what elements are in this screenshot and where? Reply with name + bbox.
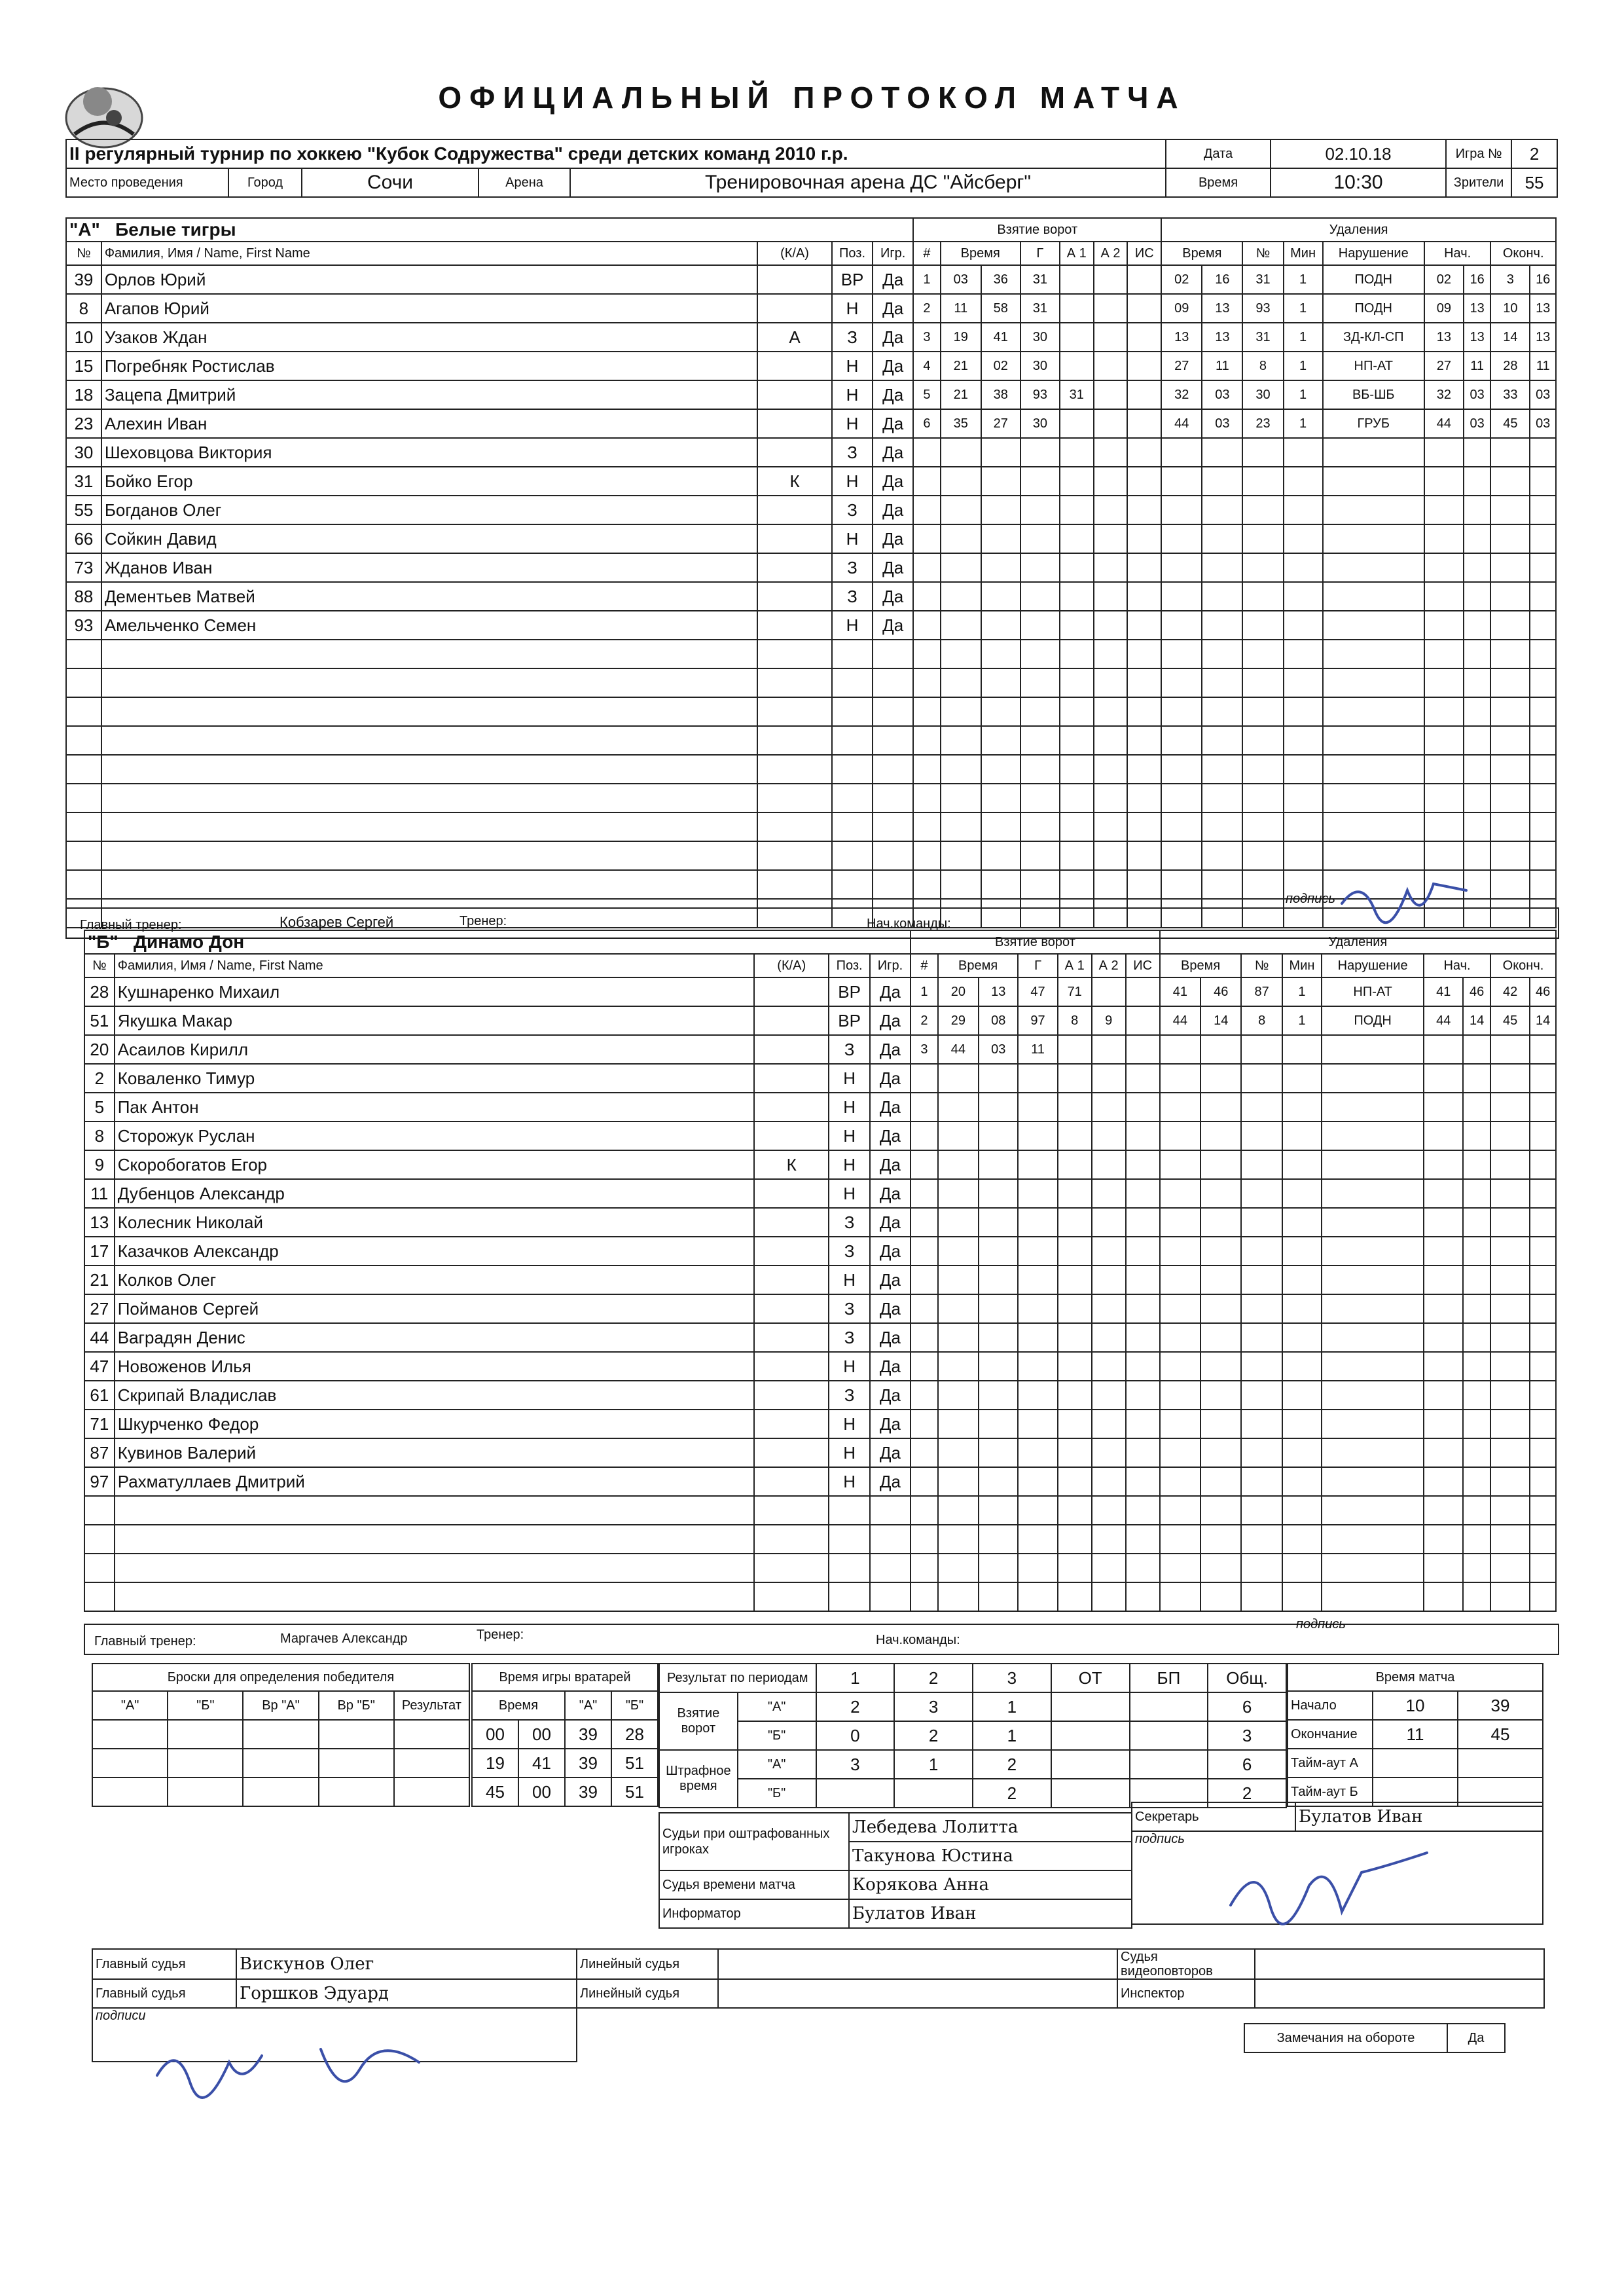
secretary-signature-icon (1218, 1846, 1440, 1938)
team-a-signature-icon (1335, 864, 1479, 936)
team_a-row (66, 726, 1556, 755)
team_b-row: 11 Дубенцов Александр Н Да (84, 1179, 1556, 1208)
team-b-head-coach: Маргачев Александр (280, 1631, 408, 1646)
team_a-row: 18 Зацепа Дмитрий Н Да 5 21 38 93 31 32 03 30 1 ВБ-ШБ 32 03 33 03 (66, 380, 1556, 409)
match-time: 10:30 (1271, 168, 1446, 197)
secretary-table: Секретарь Булатов Иван подпись (1131, 1802, 1543, 1925)
match-header: II регулярный турнир по хоккею "Кубок Содружества" среди детских команд 2010 г.р. Дата 02.10.18 Игра № 2 Место проведения Город Сочи Арена Тренировочная арена ДС "Айсберг" Время 10:30 Зрители 55 (65, 139, 1558, 198)
team-a-table: "А" Белые тигры Взятие ворот Удаления № Фамилия, Имя / Name, First Name (К/А) Поз. Игр. # Время Г А 1 А 2 ИС Время № Мин Нарушение Нач. Оконч. 39 Орлов Юрий ВР Да 1 03 36 31 02 16 31 1 ПОДН 02 16 3 16 8 Агапов Юрий Н Да 2 11 58 31 09 13 93 1 ПОДН 09 13 10 13 10 Узаков Ждан А З Да 3 19 41 30 13 13 31 1 ЗД-КЛ-СП 13 13 14 13 15 Погребняк Ростислав Н Да 4 21 02 30 27 11 8 1 НП-АТ 27 11 28 11 18 Зацепа Дмитрий Н Да 5 21 38 93 31 32 03 30 1 ВБ-ШБ 32 03 33 03 23 Алехин Иван Н Да 6 35 27 30 44 03 23 1 ГРУБ 44 03 45 03 30 Шеховцова Виктория З Да 31 Бойко Егор К Н Да 55 Богданов Олег З Да 66 Сойкин Давид Н Да 73 Жданов Иван З Да 88 Дементьев Матвей З Да 93 Амельченко Семен Н Да (65, 217, 1557, 928)
team_a-row: 15 Погребняк Ростислав Н Да 4 21 02 30 27 11 8 1 НП-АТ 27 11 28 11 (66, 352, 1556, 380)
team_b-row: 28 Кушнаренко Михаил ВР Да 1 20 13 47 71 41 46 87 1 НП-АТ 41 46 42 46 (84, 977, 1556, 1006)
team_a-row: 93 Амельченко Семен Н Да (66, 611, 1556, 640)
team_b-row: 21 Колков Олег Н Да (84, 1266, 1556, 1294)
referee-2: Горшков Эдуард (236, 1979, 577, 2008)
team_b-row (84, 1496, 1556, 1525)
team_a-row: 31 Бойко Егор К Н Да (66, 467, 1556, 496)
penalty-judge-2: Такунова Юстина (849, 1842, 1132, 1870)
notes-value: Да (1447, 2024, 1505, 2052)
team_a-row (66, 784, 1556, 812)
team_b-row: 51 Якушка Макар ВР Да 2 29 08 97 8 9 44 14 8 1 ПОДН 44 14 45 14 (84, 1006, 1556, 1035)
informer: Булатов Иван (849, 1899, 1132, 1928)
game-number: 2 (1511, 139, 1557, 168)
team_a-row: 10 Узаков Ждан А З Да 3 19 41 30 13 13 31 1 ЗД-КЛ-СП 13 13 14 13 (66, 323, 1556, 352)
referee-1: Вискунов Олег (236, 1949, 577, 1979)
team_b-row: 27 Пойманов Сергей З Да (84, 1294, 1556, 1323)
periods-table: Результат по периодам 1 2 3 ОТ БП Общ. Взятие ворот "А" 2 3 1 6 "Б" 0 2 1 3 Штрафное время "А" 3 1 2 6 "Б" 2 2 (659, 1663, 1287, 1808)
team_a-row (66, 841, 1556, 870)
team_b-row: 8 Сторожук Руслан Н Да (84, 1121, 1556, 1150)
spectators: 55 (1511, 168, 1557, 197)
team_b-title: "Б" Динамо Дон (84, 930, 911, 954)
team_a-title: "А" Белые тигры (66, 218, 913, 242)
team_a-row (66, 812, 1556, 841)
city: Сочи (302, 168, 478, 197)
team_b-row: 47 Новоженов Илья Н Да (84, 1352, 1556, 1381)
team_b-row: 87 Кувинов Валерий Н Да (84, 1438, 1556, 1467)
team_a-row: 73 Жданов Иван З Да (66, 553, 1556, 582)
team-b-table: "Б" Динамо Дон Взятие ворот Удаления № Фамилия, Имя / Name, First Name (К/А) Поз. Игр. # Время Г А 1 А 2 ИС Время № Мин Нарушение Нач. Оконч. 28 Кушнаренко Михаил ВР Да 1 20 13 47 71 41 46 87 1 НП-АТ 41 46 42 46 51 Якушка Макар ВР Да 2 29 08 97 8 9 44 14 8 1 ПОДН 44 14 45 14 20 Асаилов Кирилл З Да 3 44 03 11 2 Коваленко Тимур Н Да 5 Пак Антон Н Да 8 Сторожук Руслан Н Да 9 Скоробогатов Егор К Н Да 11 Дубенцов Александр Н Да 13 Колесник Николай З Да 17 Казачков Александр З Да 21 Колков Олег Н Да 27 Пойманов Сергей З Да 44 Ваградян Денис З Да 47 Новоженов Илья Н Да 61 Скрипай Владислав З Да 71 Шкурченко Федор Н Да 87 Кувинов Валерий Н Да 97 Рахматуллаев Дмитрий Н Да (84, 930, 1557, 1612)
timekeeper: Корякова Анна (849, 1870, 1132, 1899)
team_b-row: 97 Рахматуллаев Дмитрий Н Да (84, 1467, 1556, 1496)
team_b-row: 44 Ваградян Денис З Да (84, 1323, 1556, 1352)
team_b-row (84, 1525, 1556, 1554)
team_b-row: 71 Шкурченко Федор Н Да (84, 1410, 1556, 1438)
team_b-row: 13 Колесник Николай З Да (84, 1208, 1556, 1237)
team_a-row: 55 Богданов Олег З Да (66, 496, 1556, 524)
page-title: ОФИЦИАЛЬНЫЙ ПРОТОКОЛ МАТЧА (438, 81, 1186, 115)
team_a-row (66, 755, 1556, 784)
team_b-row: 2 Коваленко Тимур Н Да (84, 1064, 1556, 1093)
team_a-row (66, 640, 1556, 668)
notes-table: Замечания на обороте Да (1244, 2023, 1506, 2053)
team_b-row (84, 1582, 1556, 1611)
goalkeeper-time-table: Время игры вратарей Время "А" "Б" 00 00 39 28 19 41 39 51 45 00 39 51 (471, 1663, 659, 1807)
team_b-row: 9 Скоробогатов Егор К Н Да (84, 1150, 1556, 1179)
team_a-row (66, 668, 1556, 697)
penalty-judge-1: Лебедева Лолитта (849, 1813, 1132, 1842)
officials-table: Судьи при оштрафованных игроках Лебедева Лолитта Такунова Юстина Судья времени матча Корякова Анна Информатор Булатов Иван (659, 1812, 1132, 1929)
team_a-row: 88 Дементьев Матвей З Да (66, 582, 1556, 611)
match-time-table: Время матча Начало 10 39 Окончание 11 45 Тайм-аут А Тайм-аут Б (1287, 1663, 1543, 1807)
team_a-row: 8 Агапов Юрий Н Да 2 11 58 31 09 13 93 1 ПОДН 09 13 10 13 (66, 294, 1556, 323)
team-a-coach-row: Главный тренер: Кобзарев Сергей Тренер: Нач.команды: подпись (65, 907, 1559, 939)
referees-signature-icon (144, 2023, 445, 2108)
team_a-row: 30 Шеховцова Виктория З Да (66, 438, 1556, 467)
team_a-row: 23 Алехин Иван Н Да 6 35 27 30 44 03 23 1 ГРУБ 44 03 45 03 (66, 409, 1556, 438)
match-date: 02.10.18 (1271, 139, 1446, 168)
team_a-row (66, 697, 1556, 726)
secretary: Булатов Иван (1295, 1802, 1543, 1831)
team_b-row: 5 Пак Антон Н Да (84, 1093, 1556, 1121)
team_a-row: 39 Орлов Юрий ВР Да 1 03 36 31 02 16 31 1 ПОДН 02 16 3 16 (66, 265, 1556, 294)
shootout-table: Броски для определения победителя "А" "Б" Вр "А" Вр "Б" Результат (92, 1663, 470, 1807)
team_b-row: 17 Казачков Александр З Да (84, 1237, 1556, 1266)
tournament-name: II регулярный турнир по хоккею "Кубок Содружества" среди детских команд 2010 г.р. (66, 139, 1166, 168)
team_b-row: 20 Асаилов Кирилл З Да 3 44 03 11 (84, 1035, 1556, 1064)
team-a-head-coach: Кобзарев Сергей (280, 914, 394, 930)
referees-table: Главный судья Вискунов Олег Линейный судья Судья видеоповторов Главный судья Горшков Эдуард Линейный судья Инспектор подписи (92, 1948, 1545, 2062)
team_b-row (84, 1554, 1556, 1582)
team-b-coach-row: Главный тренер: Маргачев Александр Тренер: Нач.команды: подпись (84, 1624, 1559, 1655)
team_a-row: 66 Сойкин Давид Н Да (66, 524, 1556, 553)
arena: Тренировочная арена ДС "Айсберг" (570, 168, 1166, 197)
team_b-row: 61 Скрипай Владислав З Да (84, 1381, 1556, 1410)
